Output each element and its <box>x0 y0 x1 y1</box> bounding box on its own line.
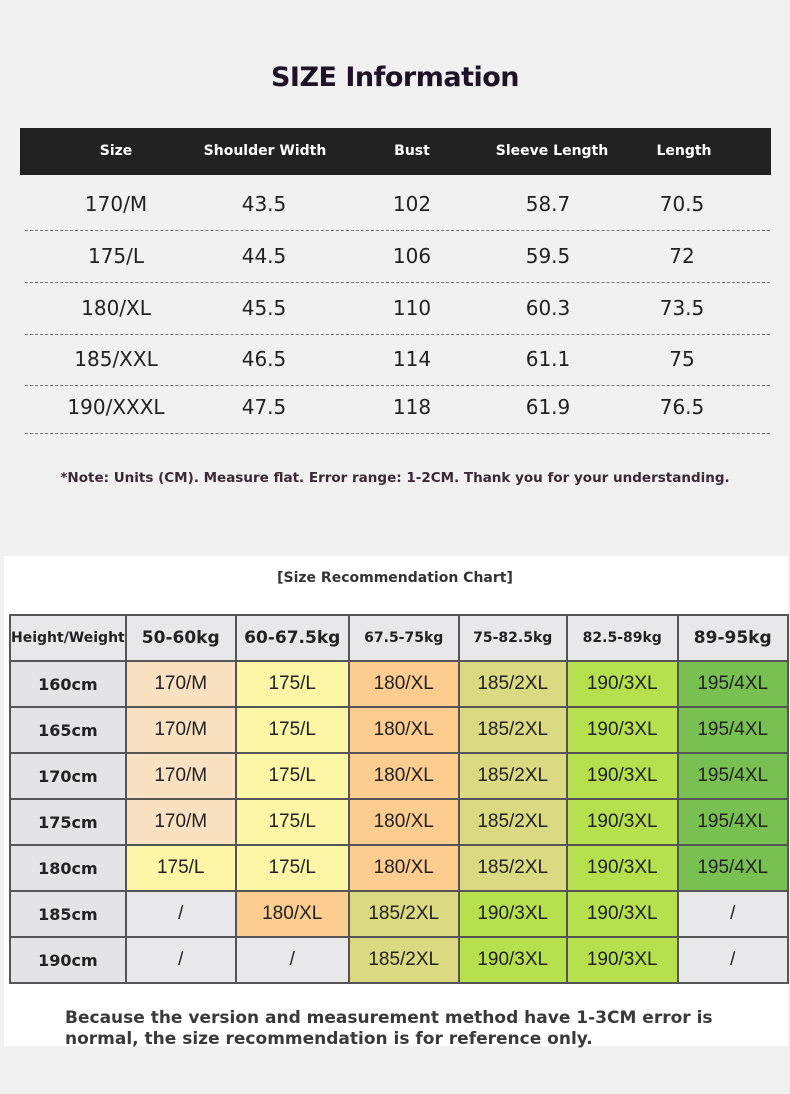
height-label: 190cm <box>10 937 126 983</box>
size-cell: 118 <box>392 395 432 419</box>
recommended-size-cell: 190/3XL <box>567 707 678 753</box>
height-label: 160cm <box>10 661 126 707</box>
size-cell: 114 <box>392 347 432 371</box>
header-sleeve-length: Sleeve Length <box>495 143 609 159</box>
size-cell: 61.9 <box>525 395 571 419</box>
recommended-size-cell: / <box>126 937 236 983</box>
height-label: 170cm <box>10 753 126 799</box>
size-table-row <box>25 230 770 283</box>
recommendation-title: [Size Recommendation Chart] <box>277 570 513 586</box>
weight-header: 60-67.5kg <box>236 615 349 661</box>
recommended-size-cell: 170/M <box>126 799 236 845</box>
size-cell: 175/L <box>87 244 145 268</box>
size-cell: 59.5 <box>525 244 571 268</box>
recommended-size-cell: 180/XL <box>349 845 459 891</box>
size-cell: 72 <box>669 244 695 268</box>
recommended-size-cell: 195/4XL <box>678 845 788 891</box>
recommended-size-cell: 175/L <box>236 799 349 845</box>
recommended-size-cell: 190/3XL <box>567 661 678 707</box>
recommended-size-cell: 190/3XL <box>459 937 567 983</box>
size-cell: 73.5 <box>659 296 705 320</box>
recommended-size-cell: 185/2XL <box>459 753 567 799</box>
recommended-size-cell: 175/L <box>236 707 349 753</box>
page-title: SIZE Information <box>270 62 520 93</box>
header-size: Size <box>99 143 133 159</box>
size-cell: 170/M <box>84 192 148 216</box>
recommendation-row <box>10 661 788 707</box>
recommended-size-cell: 185/2XL <box>459 707 567 753</box>
recommended-size-cell: 175/L <box>236 753 349 799</box>
height-label: 185cm <box>10 891 126 937</box>
size-table-row <box>25 381 770 434</box>
recommended-size-cell: / <box>126 891 236 937</box>
disclaimer-text: Because the version and measurement method have 1-3CM error is normal, the size recommendation is for reference only. <box>65 1008 713 1049</box>
size-cell: 180/XL <box>81 296 151 320</box>
size-cell: 76.5 <box>659 395 705 419</box>
recommended-size-cell: 185/2XL <box>349 891 459 937</box>
size-table-row <box>25 333 770 386</box>
weight-header: 89-95kg <box>678 615 788 661</box>
size-cell: 106 <box>392 244 432 268</box>
recommended-size-cell: 195/4XL <box>678 661 788 707</box>
recommendation-row <box>10 891 788 937</box>
weight-header: 75-82.5kg <box>459 615 567 661</box>
recommended-size-cell: 170/M <box>126 661 236 707</box>
weight-header: 82.5-89kg <box>567 615 678 661</box>
recommended-size-cell: 175/L <box>236 845 349 891</box>
recommended-size-cell: 175/L <box>236 661 349 707</box>
recommended-size-cell: / <box>678 937 788 983</box>
recommended-size-cell: 195/4XL <box>678 753 788 799</box>
recommended-size-cell: 180/XL <box>349 799 459 845</box>
header-length: Length <box>656 143 712 159</box>
height-label: 165cm <box>10 707 126 753</box>
size-cell: 110 <box>392 296 432 320</box>
size-table-row <box>25 282 770 335</box>
weight-header: 67.5-75kg <box>349 615 459 661</box>
measurement-note: *Note: Units (CM). Measure flat. Error range: 1-2CM. Thank you for your understanding. <box>60 470 730 486</box>
size-cell: 60.3 <box>525 296 571 320</box>
size-cell: 61.1 <box>525 347 571 371</box>
size-cell: 44.5 <box>241 244 287 268</box>
size-cell: 46.5 <box>241 347 287 371</box>
header-bust: Bust <box>394 143 430 159</box>
height-label: 175cm <box>10 799 126 845</box>
recommended-size-cell: 185/2XL <box>459 661 567 707</box>
recommendation-row <box>10 845 788 891</box>
size-cell: 43.5 <box>241 192 287 216</box>
recommended-size-cell: 190/3XL <box>459 891 567 937</box>
recommended-size-cell: 190/3XL <box>567 799 678 845</box>
recommended-size-cell: 190/3XL <box>567 753 678 799</box>
size-cell: 58.7 <box>525 192 571 216</box>
recommended-size-cell: 170/M <box>126 753 236 799</box>
recommended-size-cell: 195/4XL <box>678 799 788 845</box>
recommendation-row <box>10 753 788 799</box>
recommended-size-cell: 190/3XL <box>567 937 678 983</box>
recommended-size-cell: 185/2XL <box>349 937 459 983</box>
recommendation-row <box>10 937 788 983</box>
corner-label: Height/Weight <box>10 615 126 661</box>
size-cell: 70.5 <box>659 192 705 216</box>
recommended-size-cell: 175/L <box>126 845 236 891</box>
recommended-size-cell: / <box>236 937 349 983</box>
recommended-size-cell: 180/XL <box>349 707 459 753</box>
recommended-size-cell: 170/M <box>126 707 236 753</box>
size-cell: 75 <box>669 347 695 371</box>
size-cell: 185/XXL <box>74 347 158 371</box>
recommended-size-cell: 180/XL <box>349 661 459 707</box>
recommended-size-cell: 195/4XL <box>678 707 788 753</box>
recommended-size-cell: 190/3XL <box>567 891 678 937</box>
recommendation-row <box>10 799 788 845</box>
size-recommendation-table <box>9 614 789 984</box>
weight-header: 50-60kg <box>126 615 236 661</box>
recommended-size-cell: 180/XL <box>236 891 349 937</box>
size-cell: 47.5 <box>241 395 287 419</box>
size-cell: 102 <box>392 192 432 216</box>
size-cell: 190/XXXL <box>67 395 165 419</box>
size-cell: 45.5 <box>241 296 287 320</box>
recommendation-row <box>10 707 788 753</box>
recommended-size-cell: 185/2XL <box>459 799 567 845</box>
recommended-size-cell: / <box>678 891 788 937</box>
size-table-row <box>25 178 770 231</box>
recommended-size-cell: 180/XL <box>349 753 459 799</box>
recommended-size-cell: 185/2XL <box>459 845 567 891</box>
height-label: 180cm <box>10 845 126 891</box>
size-table-header <box>20 128 771 175</box>
recommended-size-cell: 190/3XL <box>567 845 678 891</box>
header-shoulder-width: Shoulder Width <box>203 143 327 159</box>
